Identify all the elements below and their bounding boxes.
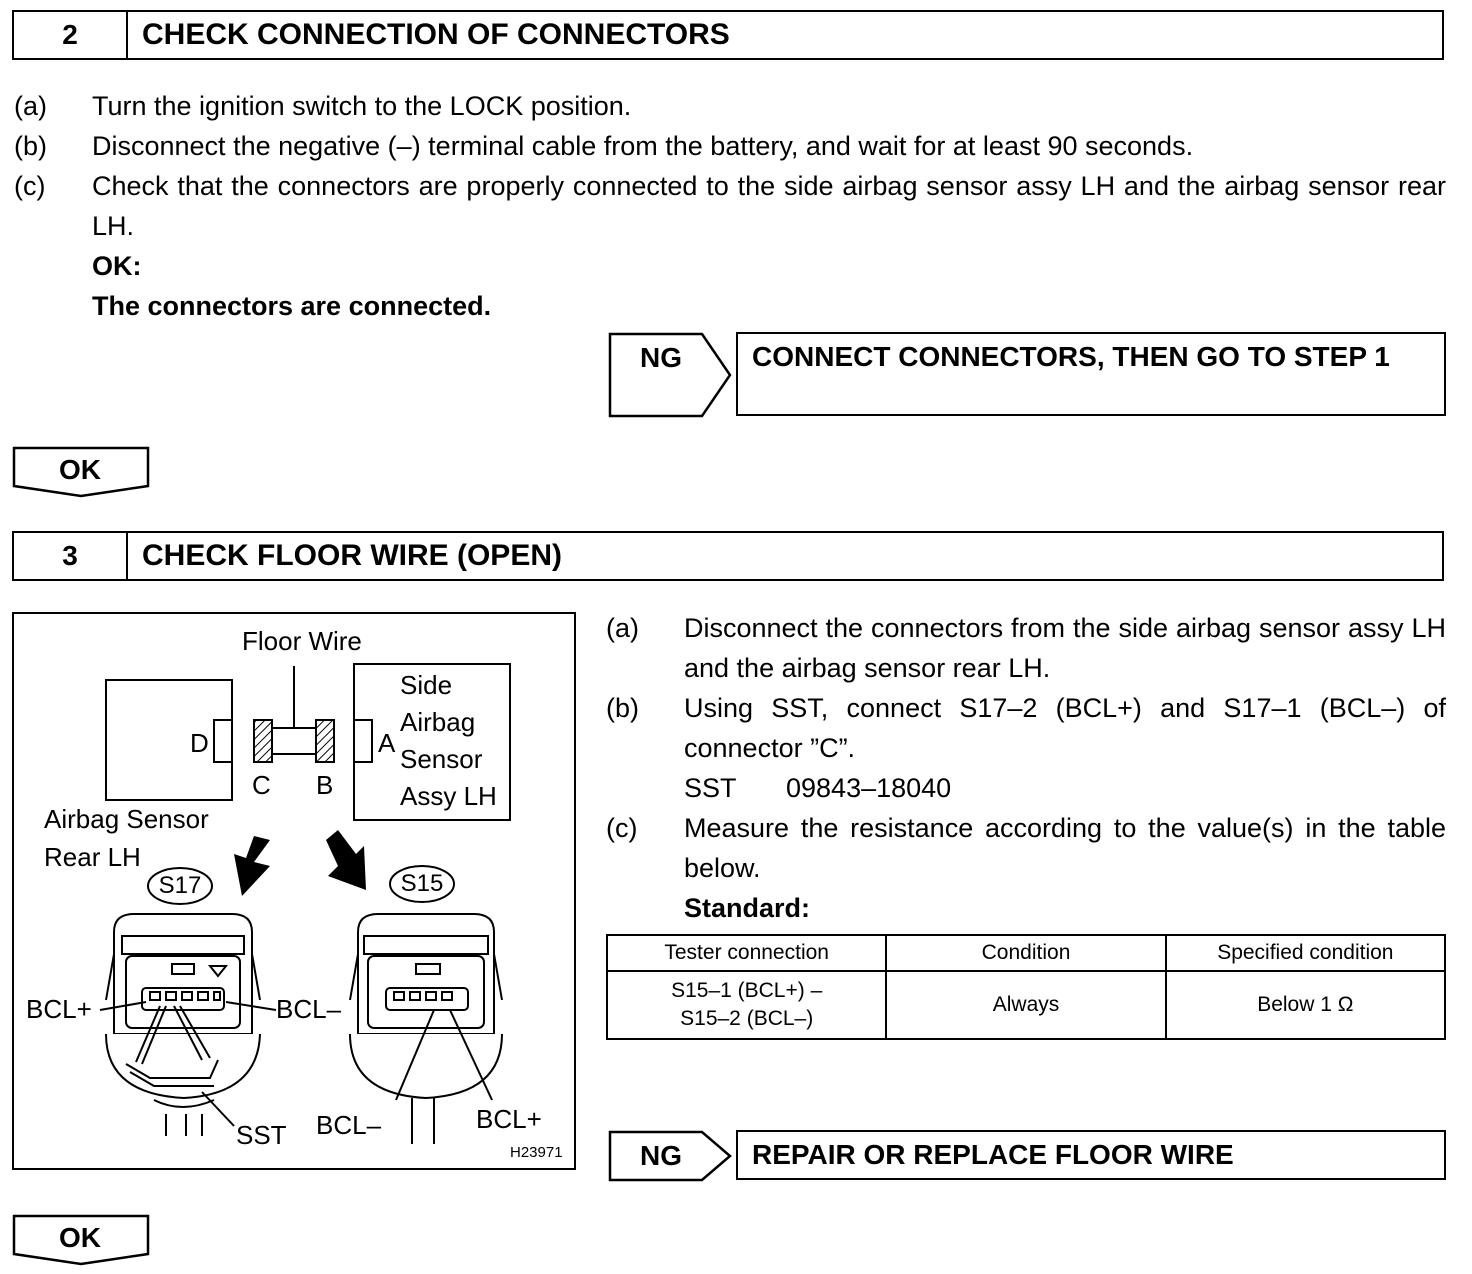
- figure-id: H23971: [510, 1144, 563, 1161]
- spec-table: [606, 934, 1446, 1040]
- step3-ng-result: [608, 1130, 1448, 1182]
- floor-wire-label: Floor Wire: [242, 626, 362, 656]
- arrow-to-s15: [326, 830, 366, 890]
- step-title: CHECK CONNECTION OF CONNECTORS: [142, 18, 730, 51]
- table-cell-connection: [607, 971, 886, 1039]
- side-airbag-line4: Assy LH: [400, 781, 497, 811]
- step3-item-c: [606, 808, 1446, 888]
- s15-label: S15: [400, 870, 444, 897]
- standard-label: Standard:: [684, 893, 811, 923]
- step-title: CHECK FLOOR WIRE (OPEN): [142, 539, 562, 572]
- table-cell-specified: Below 1 Ω: [1166, 971, 1445, 1039]
- item-label: (b): [14, 131, 47, 161]
- item-label: (c): [14, 171, 46, 201]
- step-number: 2: [14, 12, 128, 58]
- connector-c: [254, 720, 272, 762]
- table-header: Tester connection: [607, 935, 886, 971]
- side-airbag-line2: Airbag: [400, 707, 476, 737]
- connector-b: [316, 720, 334, 762]
- table-cell-condition: Always: [886, 971, 1165, 1039]
- ng-action: CONNECT CONNECTORS, THEN GO TO STEP 1: [736, 332, 1446, 416]
- ok-arrow-label: OK: [59, 1222, 101, 1253]
- step3-item-a: [606, 608, 1446, 688]
- ok-label: OK:: [92, 251, 142, 281]
- arrow-to-s17: [234, 836, 270, 896]
- ng-action: REPAIR OR REPLACE FLOOR WIRE: [736, 1130, 1446, 1180]
- s17-label: S17: [158, 872, 202, 899]
- table-header-row: [607, 935, 1445, 971]
- connector-a: [354, 720, 372, 762]
- step2-item-c: [14, 166, 1446, 246]
- step2-item-b: [14, 126, 1446, 166]
- table-header: Condition: [886, 935, 1165, 971]
- sst-label: SST: [236, 1120, 287, 1150]
- step2-item-a: [14, 86, 1446, 126]
- connector-d: [214, 720, 232, 762]
- s15-bcl-plus-label: BCL+: [476, 1104, 542, 1134]
- connector-c-label: C: [252, 770, 271, 800]
- s17-bcl-plus-label: BCL+: [26, 994, 92, 1024]
- ok-arrow-label: OK: [59, 454, 101, 485]
- item-label: (b): [606, 693, 639, 723]
- step-2-header: [12, 10, 1444, 60]
- sst-line: [684, 768, 1084, 808]
- item-text: Check that the connectors are properly connected to the side airbag sensor assy LH and the airbag sensor rear LH.: [92, 171, 1446, 241]
- ng-tag: NG: [640, 342, 682, 373]
- airbag-rear-line2: Rear LH: [44, 842, 141, 872]
- s15-bcl-minus-label: BCL–: [316, 1110, 382, 1140]
- connection-line1: S15–1 (BCL+) –: [671, 979, 823, 1002]
- connector-a-label: A: [378, 728, 396, 758]
- diagram-drawing: [14, 614, 574, 1168]
- item-text: Disconnect the negative (–) terminal cable from the battery, and wait for at least 90 seconds.: [92, 131, 1194, 161]
- ng-tag: NG: [640, 1140, 682, 1171]
- ok-criteria: The connectors are connected.: [92, 291, 492, 321]
- item-text: Measure the resistance according to the value(s) in the table below.: [684, 813, 1446, 883]
- sst-label: SST: [684, 773, 737, 803]
- item-label: (c): [606, 813, 638, 843]
- connector-d-label: D: [190, 728, 209, 758]
- airbag-rear-line1: Airbag Sensor: [44, 804, 209, 834]
- item-text: Using SST, connect S17–2 (BCL+) and S17–1 (BCL–) of connector ”C”.: [684, 693, 1446, 763]
- connection-line2: S15–2 (BCL–): [680, 1007, 814, 1030]
- sst-number: 09843–18040: [786, 773, 952, 803]
- step-number: 3: [14, 533, 128, 579]
- table-header: Specified condition: [1166, 935, 1445, 971]
- step-3-header: [12, 531, 1444, 581]
- item-text: Disconnect the connectors from the side airbag sensor assy LH and the airbag sensor rear LH.: [684, 613, 1446, 683]
- step3-item-b: [606, 688, 1446, 768]
- wiring-diagram: [12, 612, 576, 1170]
- side-airbag-line3: Sensor: [400, 744, 483, 774]
- step2-ng-result: [608, 332, 1448, 418]
- item-label: (a): [14, 91, 47, 121]
- item-label: (a): [606, 613, 639, 643]
- table-row: [607, 971, 1445, 1039]
- side-airbag-line1: Side: [400, 670, 453, 700]
- item-text: Turn the ignition switch to the LOCK position.: [92, 91, 632, 121]
- connector-b-label: B: [316, 770, 334, 800]
- s17-bcl-minus-label: BCL–: [276, 994, 342, 1024]
